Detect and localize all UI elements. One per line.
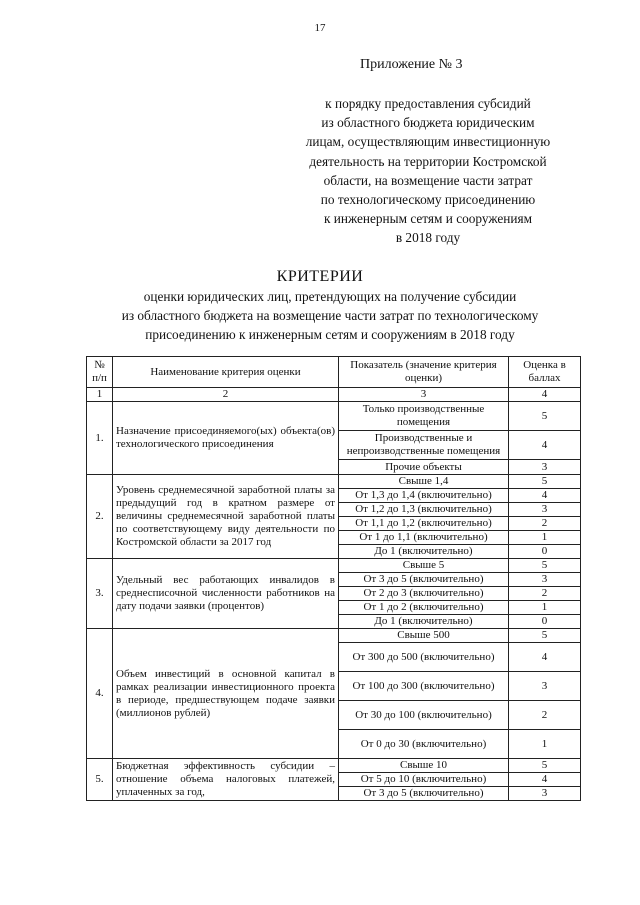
criterion-name: Уровень среднемесячной заработной платы за предыдущий год в кратном размере от величины среднемесячной заработной платы по соответствующему виду деятельности по Костромской области за 2017 год bbox=[113, 475, 339, 559]
score-value: 5 bbox=[509, 629, 581, 643]
annex-description bbox=[268, 94, 588, 248]
indicator-value: До 1 (включительно) bbox=[339, 545, 509, 559]
indicator-value: От 1,3 до 1,4 (включительно) bbox=[339, 489, 509, 503]
annex-line: области, на возмещение части затрат bbox=[323, 172, 533, 188]
indicator-value: От 300 до 500 (включительно) bbox=[339, 643, 509, 672]
indicator-value: Свыше 10 bbox=[339, 759, 509, 773]
criteria-row bbox=[87, 629, 581, 643]
score-value: 0 bbox=[509, 615, 581, 629]
score-value: 3 bbox=[509, 672, 581, 701]
score-value: 5 bbox=[509, 759, 581, 773]
subheading-line: из областного бюджета на возмещение части затрат по технологическому bbox=[121, 308, 539, 323]
indicator-value: Производственные и непроизводственные помещения bbox=[339, 431, 509, 460]
indicator-value: От 1 до 1,1 (включительно) bbox=[339, 531, 509, 545]
header-criterion-name: Наименование критерия оценки bbox=[113, 357, 339, 388]
indicator-value: От 3 до 5 (включительно) bbox=[339, 573, 509, 587]
annex-line: деятельность на территории Костромской bbox=[309, 153, 547, 169]
score-value: 1 bbox=[509, 531, 581, 545]
indicator-value: Свыше 500 bbox=[339, 629, 509, 643]
criterion-name: Назначение присоединяемого(ых) объекта(ов) технологического присоединения bbox=[113, 402, 339, 475]
score-value: 3 bbox=[509, 460, 581, 475]
indicator-value: До 1 (включительно) bbox=[339, 615, 509, 629]
criterion-number: 4. bbox=[87, 629, 113, 759]
score-value: 3 bbox=[509, 503, 581, 517]
indicator-value: От 0 до 30 (включительно) bbox=[339, 730, 509, 759]
annex-line: по технологическому присоединению bbox=[320, 192, 536, 208]
criteria-table-body bbox=[87, 402, 581, 801]
header-indicator: Показатель (значение критерия оценки) bbox=[339, 357, 509, 388]
indicator-value: От 3 до 5 (включительно) bbox=[339, 787, 509, 801]
criterion-number: 5. bbox=[87, 759, 113, 801]
document-heading: КРИТЕРИИ bbox=[276, 268, 364, 285]
criteria-row bbox=[87, 759, 581, 773]
subheading-line: оценки юридических лиц, претендующих на получение субсидии bbox=[143, 289, 517, 304]
annex-line: к порядку предоставления субсидий bbox=[325, 96, 531, 111]
score-value: 3 bbox=[509, 787, 581, 801]
score-value: 4 bbox=[509, 773, 581, 787]
subheading-line: присоединению к инженерным сетям и сооружениям в 2018 году bbox=[145, 327, 515, 342]
header-number: № п/п bbox=[87, 357, 113, 388]
score-value: 0 bbox=[509, 545, 581, 559]
page-number: 17 bbox=[314, 22, 326, 34]
criteria-row bbox=[87, 475, 581, 489]
criterion-number: 2. bbox=[87, 475, 113, 559]
score-value: 2 bbox=[509, 701, 581, 730]
score-value: 2 bbox=[509, 517, 581, 531]
score-value: 5 bbox=[509, 402, 581, 431]
criterion-name: Удельный вес работающих инвалидов в среднесписочной численности работников на дату подачи заявки (процентов) bbox=[113, 559, 339, 629]
criteria-row bbox=[87, 402, 581, 431]
indicator-value: От 30 до 100 (включительно) bbox=[339, 701, 509, 730]
column-number: 2 bbox=[113, 388, 339, 402]
column-number: 3 bbox=[339, 388, 509, 402]
score-value: 5 bbox=[509, 559, 581, 573]
document-subheading bbox=[60, 287, 600, 344]
indicator-value: Свыше 1,4 bbox=[339, 475, 509, 489]
column-number: 1 bbox=[87, 388, 113, 402]
criterion-name: Объем инвестиций в основной капитал в рамках реализации инвестиционного проекта в периоде, предшествующем подаче заявки (миллионов рублей) bbox=[113, 629, 339, 759]
score-value: 2 bbox=[509, 587, 581, 601]
criteria-row bbox=[87, 559, 581, 573]
score-value: 5 bbox=[509, 475, 581, 489]
annex-line: лицам, осуществляющим инвестиционную bbox=[305, 134, 551, 150]
indicator-value: Свыше 5 bbox=[339, 559, 509, 573]
indicator-value: Прочие объекты bbox=[339, 460, 509, 475]
score-value: 1 bbox=[509, 601, 581, 615]
indicator-value: От 5 до 10 (включительно) bbox=[339, 773, 509, 787]
annex-line: к инженерным сетям и сооружениям bbox=[323, 211, 533, 227]
indicator-value: От 2 до 3 (включительно) bbox=[339, 587, 509, 601]
indicator-value: Только производственные помещения bbox=[339, 402, 509, 431]
criterion-number: 1. bbox=[87, 402, 113, 475]
header-score: Оценка в баллах bbox=[509, 357, 581, 388]
indicator-value: От 1,1 до 1,2 (включительно) bbox=[339, 517, 509, 531]
score-value: 4 bbox=[509, 489, 581, 503]
criterion-name: Бюджетная эффективность субсидии – отношение объема налоговых платежей, уплаченных за год, bbox=[113, 759, 339, 801]
score-value: 3 bbox=[509, 573, 581, 587]
criteria-table bbox=[86, 356, 581, 801]
indicator-value: От 100 до 300 (включительно) bbox=[339, 672, 509, 701]
criterion-number: 3. bbox=[87, 559, 113, 629]
score-value: 4 bbox=[509, 643, 581, 672]
score-value: 4 bbox=[509, 431, 581, 460]
annex-line: в 2018 году bbox=[395, 230, 461, 246]
annex-title: Приложение № 3 bbox=[360, 57, 463, 72]
indicator-value: От 1,2 до 1,3 (включительно) bbox=[339, 503, 509, 517]
column-number: 4 bbox=[509, 388, 581, 402]
indicator-value: От 1 до 2 (включительно) bbox=[339, 601, 509, 615]
score-value: 1 bbox=[509, 730, 581, 759]
annex-line: из областного бюджета юридическим bbox=[321, 115, 535, 131]
